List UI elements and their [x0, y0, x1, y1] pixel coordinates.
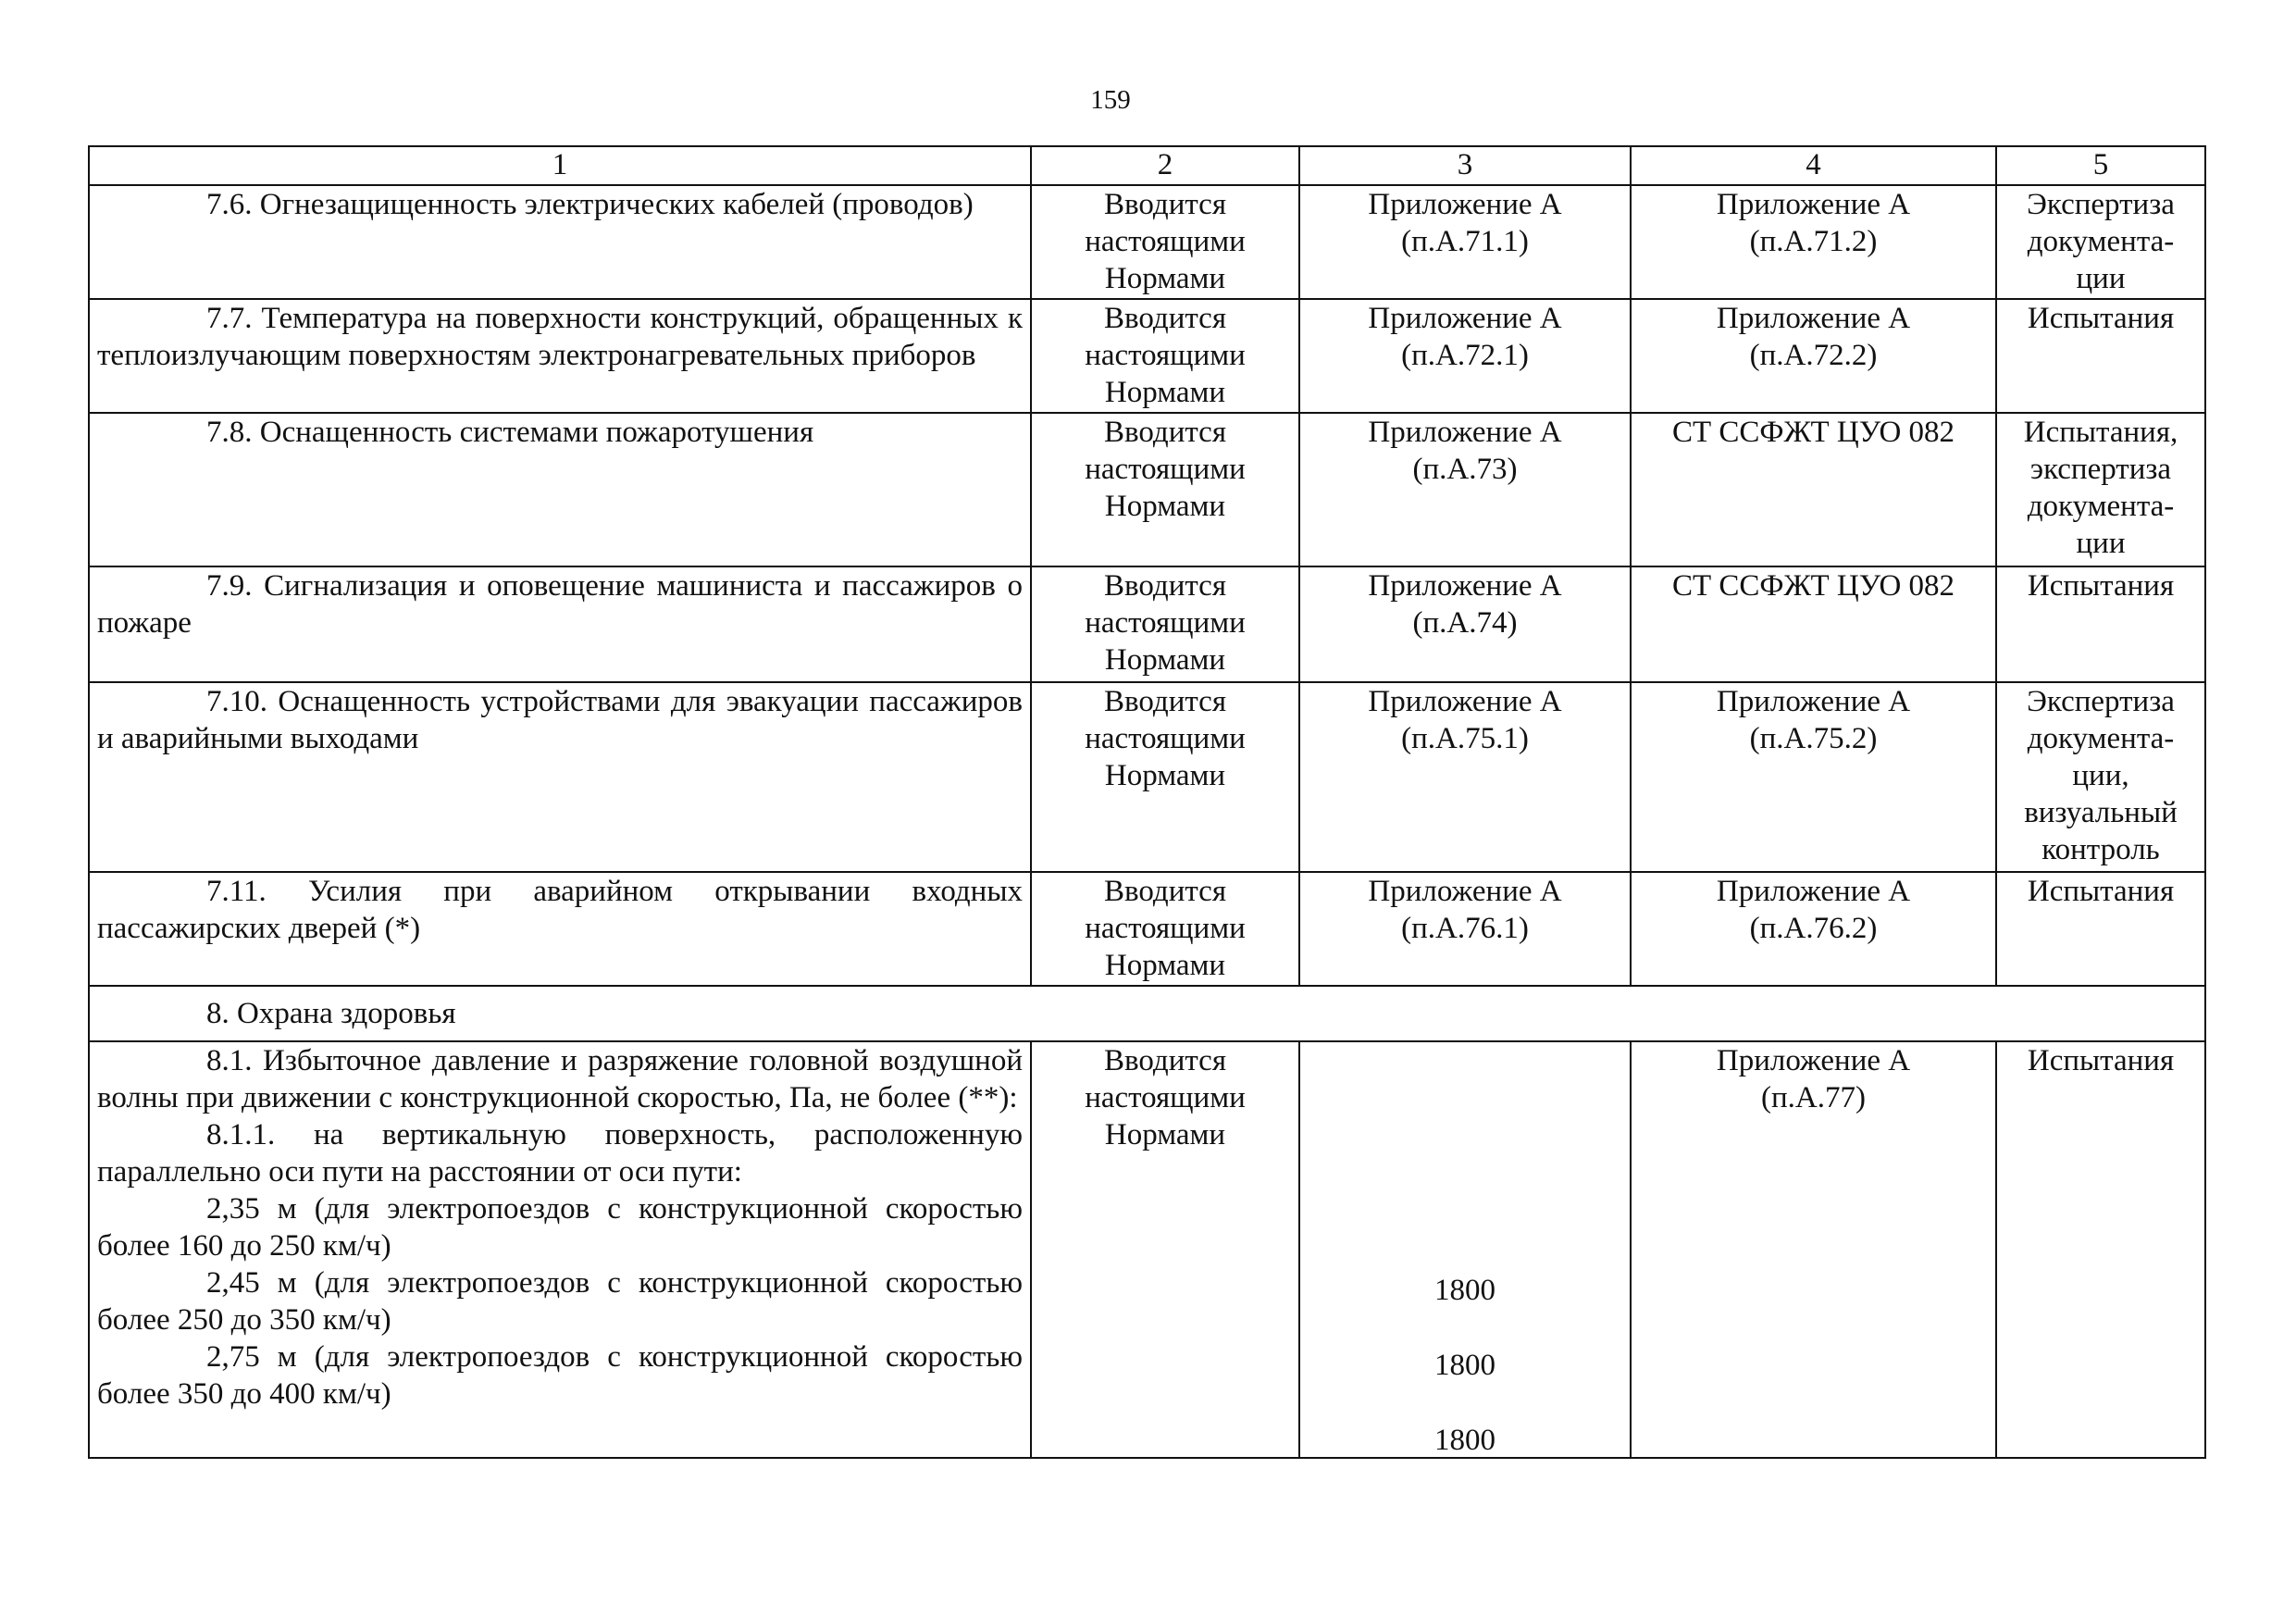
method-cell — [1631, 566, 1996, 682]
method-cell — [1631, 413, 1996, 566]
table-row — [89, 566, 2205, 682]
control-line: контроль — [2042, 833, 2160, 866]
method-line: Приложение А — [1716, 875, 1911, 908]
table-row — [89, 1041, 2205, 1458]
table-row — [89, 682, 2205, 872]
page-number: 159 — [1090, 85, 1131, 115]
section-row — [89, 986, 2205, 1041]
norm-line: (п.А.75.1) — [1401, 722, 1529, 755]
status-cell — [1031, 872, 1299, 986]
control-line: ции — [2076, 262, 2126, 295]
table-row — [89, 872, 2205, 986]
requirement-cell — [89, 185, 1031, 299]
method-line: (п.А.76.2) — [1749, 912, 1878, 945]
header-col-1: 1 — [89, 146, 1031, 185]
status-line: Вводится — [1103, 685, 1227, 718]
control-line: Экспертиза — [2027, 685, 2175, 718]
control-cell — [1996, 299, 2205, 413]
norm-line: (п.А.73) — [1412, 453, 1518, 486]
requirement-cell — [89, 682, 1031, 872]
method-line: (п.А.71.2) — [1749, 225, 1878, 258]
norm-line: Приложение А — [1368, 416, 1562, 449]
requirement-text: 7.7. Температура на поверхности конструкций, обращенных к теплоизлучающим поверхностям электронагревательных приборов — [97, 302, 1023, 372]
method-line: Приложение А — [1716, 1044, 1911, 1077]
status-line: Нормами — [1104, 376, 1226, 409]
header-col-5: 5 — [1996, 146, 2205, 185]
status-line: Нормами — [1104, 262, 1226, 295]
status-line: настоящими — [1085, 225, 1246, 258]
status-line: Вводится — [1103, 416, 1227, 449]
norms-table — [88, 145, 2206, 1459]
requirement-text: 7.10. Оснащенность устройствами для эвакуации пассажиров и аварийными выходами — [97, 685, 1023, 755]
header-col-3: 3 — [1299, 146, 1631, 185]
control-cell — [1996, 1041, 2205, 1458]
distance-item: 2,75 м (для электропоездов с конструкционной скоростью более 350 до 400 км/ч) — [97, 1340, 1023, 1411]
status-cell — [1031, 413, 1299, 566]
requirement-cell — [89, 566, 1031, 682]
control-line: документа- — [2027, 490, 2175, 523]
requirement-text: 7.9. Сигнализация и оповещение машиниста и пассажиров о пожаре — [97, 569, 1023, 640]
control-line: Испытания — [2027, 1044, 2175, 1077]
status-line: Нормами — [1104, 643, 1226, 677]
requirement-cell — [89, 872, 1031, 986]
status-cell — [1031, 299, 1299, 413]
method-cell — [1631, 1041, 1996, 1458]
table-row — [89, 185, 2205, 299]
requirement-subclause: 8.1.1. на вертикальную поверхность, расположенную параллельно оси пути на расстоянии от оси пути: — [97, 1118, 1023, 1189]
norm-cell — [1299, 413, 1631, 566]
method-cell — [1631, 299, 1996, 413]
status-line: настоящими — [1085, 912, 1246, 945]
status-line: Вводится — [1103, 1044, 1227, 1077]
header-col-4: 4 — [1631, 146, 1996, 185]
status-cell — [1031, 566, 1299, 682]
norm-cell — [1299, 299, 1631, 413]
status-cell — [1031, 1041, 1299, 1458]
method-cell — [1631, 682, 1996, 872]
section-cell — [89, 986, 2205, 1041]
status-cell — [1031, 185, 1299, 299]
status-line: настоящими — [1085, 606, 1246, 640]
status-line: Нормами — [1104, 490, 1226, 523]
norm-cell — [1299, 566, 1631, 682]
distance-item: 2,35 м (для электропоездов с конструкционной скоростью более 160 до 250 км/ч) — [97, 1192, 1023, 1263]
status-line: Нормами — [1104, 759, 1226, 792]
requirement-text: 7.8. Оснащенность системами пожаротушения — [206, 416, 814, 449]
control-line: Испытания — [2027, 875, 2175, 908]
norm-line: Приложение А — [1368, 569, 1562, 603]
status-line: Нормами — [1104, 949, 1226, 982]
requirement-text: 7.6. Огнезащищенность электрических кабелей (проводов) — [206, 188, 974, 221]
control-cell — [1996, 413, 2205, 566]
control-line: документа- — [2027, 722, 2175, 755]
control-line: Испытания — [2027, 302, 2175, 335]
method-line: (п.А.72.2) — [1749, 339, 1878, 372]
section-title: 8. Охрана здоровья — [206, 997, 456, 1030]
control-line: визуальный — [2024, 796, 2178, 829]
norm-value: 1800 — [1434, 1424, 1496, 1457]
status-line: Вводится — [1103, 875, 1227, 908]
method-line: (п.А.75.2) — [1749, 722, 1878, 755]
status-line: Вводится — [1103, 188, 1227, 221]
requirement-cell — [89, 413, 1031, 566]
status-cell — [1031, 682, 1299, 872]
requirement-cell — [89, 299, 1031, 413]
control-line: экспертиза — [2029, 453, 2172, 486]
norm-line: (п.А.71.1) — [1401, 225, 1529, 258]
method-cell — [1631, 185, 1996, 299]
method-line: (п.А.77) — [1761, 1081, 1866, 1114]
norm-cell — [1299, 872, 1631, 986]
method-line: Приложение А — [1716, 685, 1911, 718]
norm-line: Приложение А — [1368, 188, 1562, 221]
norm-value: 1800 — [1434, 1349, 1496, 1382]
method-line: Приложение А — [1716, 302, 1911, 335]
status-line: Вводится — [1103, 569, 1227, 603]
norm-cell — [1299, 1041, 1631, 1458]
table-row — [89, 299, 2205, 413]
control-line: ции — [2076, 527, 2126, 560]
control-cell — [1996, 872, 2205, 986]
control-cell — [1996, 566, 2205, 682]
status-line: настоящими — [1085, 1081, 1246, 1114]
norm-line: Приложение А — [1368, 302, 1562, 335]
requirement-cell — [89, 1041, 1031, 1458]
norm-line: (п.А.72.1) — [1401, 339, 1529, 372]
norm-line: Приложение А — [1368, 875, 1562, 908]
method-line: Приложение А — [1716, 188, 1911, 221]
status-line: Вводится — [1103, 302, 1227, 335]
norm-cell — [1299, 682, 1631, 872]
method-line: СТ ССФЖТ ЦУО 082 — [1671, 416, 1955, 449]
method-line: СТ ССФЖТ ЦУО 082 — [1671, 569, 1955, 603]
norm-line: Приложение А — [1368, 685, 1562, 718]
status-line: настоящими — [1085, 722, 1246, 755]
control-line: Испытания — [2027, 569, 2175, 603]
control-line: Испытания, — [2023, 416, 2178, 449]
status-line: Нормами — [1104, 1118, 1226, 1151]
norm-cell — [1299, 185, 1631, 299]
requirement-text: 8.1. Избыточное давление и разряжение головной воздушной волны при движении с конструкционной скоростью, Па, не более (**): — [97, 1044, 1023, 1114]
control-cell — [1996, 185, 2205, 299]
control-line: документа- — [2027, 225, 2175, 258]
control-line: Экспертиза — [2027, 188, 2175, 221]
status-line: настоящими — [1085, 339, 1246, 372]
header-col-2: 2 — [1031, 146, 1299, 185]
status-line: настоящими — [1085, 453, 1246, 486]
norm-line: (п.А.76.1) — [1401, 912, 1529, 945]
distance-item: 2,45 м (для электропоездов с конструкционной скоростью более 250 до 350 км/ч) — [97, 1266, 1023, 1337]
control-cell — [1996, 682, 2205, 872]
method-cell — [1631, 872, 1996, 986]
requirement-text: 7.11. Усилия при аварийном открывании входных пассажирских дверей (*) — [97, 875, 1023, 945]
header-row — [89, 146, 2205, 185]
control-line: ции, — [2072, 759, 2129, 792]
table-row — [89, 413, 2205, 566]
norm-value: 1800 — [1434, 1274, 1496, 1307]
norm-line: (п.А.74) — [1412, 606, 1518, 640]
